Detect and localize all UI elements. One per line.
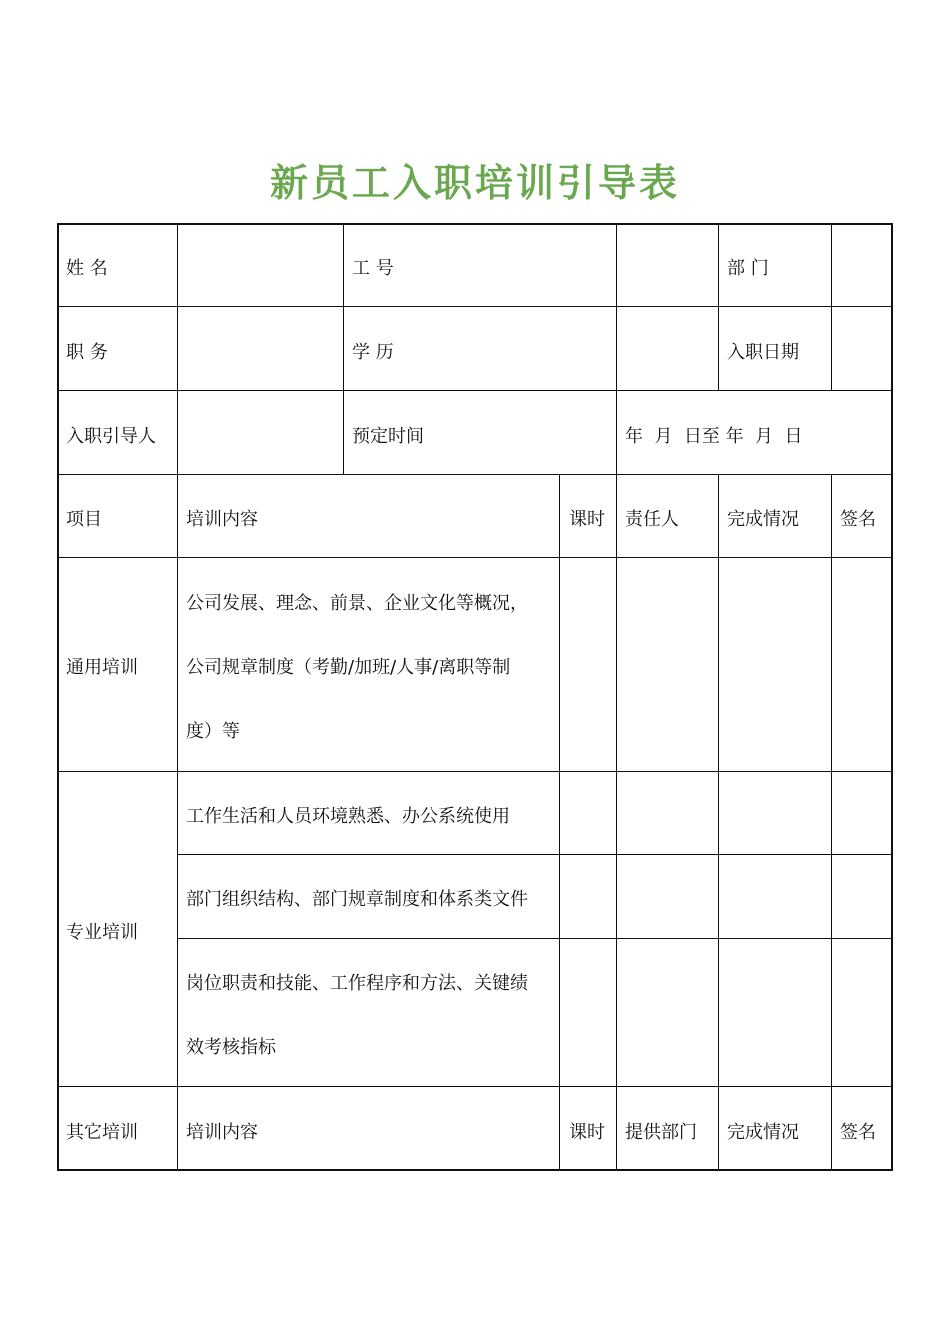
department-label: 部 门 [727,258,769,279]
employee-id-label: 工 号 [352,258,394,279]
column-header-owner: 责任人 [625,509,679,530]
join-date-label: 入职日期 [727,342,799,363]
other-provider-header: 提供部门 [625,1122,697,1143]
other-status-header: 完成情况 [727,1122,799,1143]
column-header-hours: 课时 [569,509,605,530]
row-divider [58,474,892,475]
general-training-label: 通用培训 [66,657,138,678]
position-label: 职 务 [66,342,108,363]
page-title: 新员工入职培训引导表 [269,160,680,205]
general-content-line: 度）等 [186,721,240,742]
professional-content-row: 工作生活和人员环境熟悉、办公系统使用 [186,806,510,827]
column-divider [831,474,832,1170]
row-divider [58,1086,892,1087]
column-divider [177,224,178,1170]
column-divider [616,224,617,474]
professional-training-label: 专业培训 [66,922,138,943]
other-training-label: 其它培训 [66,1122,138,1143]
column-divider [559,474,560,1170]
general-content-line: 公司发展、理念、前景、企业文化等概况， [186,593,528,614]
column-divider [343,224,344,474]
professional-content-line: 岗位职责和技能、工作程序和方法、关键绩 [186,973,528,994]
row-divider [58,306,892,307]
row-divider [178,854,892,855]
education-label: 学 历 [352,342,394,363]
table-border [57,223,893,1171]
name-label: 姓 名 [66,258,108,279]
column-divider [718,224,719,390]
onboarding-guide-label: 入职引导人 [66,426,156,447]
column-header-status: 完成情况 [727,509,799,530]
column-divider [718,474,719,1170]
row-divider [178,938,892,939]
general-content-line: 公司规章制度（考勤/加班/人事/离职等制 [186,657,511,678]
scheduled-time-label: 预定时间 [352,426,424,447]
column-header-signature: 签名 [840,509,876,530]
row-divider [58,771,892,772]
professional-content-line: 效考核指标 [186,1037,276,1058]
other-hours-header: 课时 [569,1122,605,1143]
row-divider [58,557,892,558]
column-divider [616,474,617,1170]
professional-content-row: 部门组织结构、部门规章制度和体系类文件 [186,889,528,910]
row-divider [58,390,892,391]
date-range-text: 年 月 日至 年 月 日 [625,426,803,447]
other-content-header: 培训内容 [186,1122,258,1143]
column-header-item: 项目 [66,509,102,530]
column-header-content: 培训内容 [186,509,258,530]
column-divider [831,224,832,390]
other-signature-header: 签名 [840,1122,876,1143]
